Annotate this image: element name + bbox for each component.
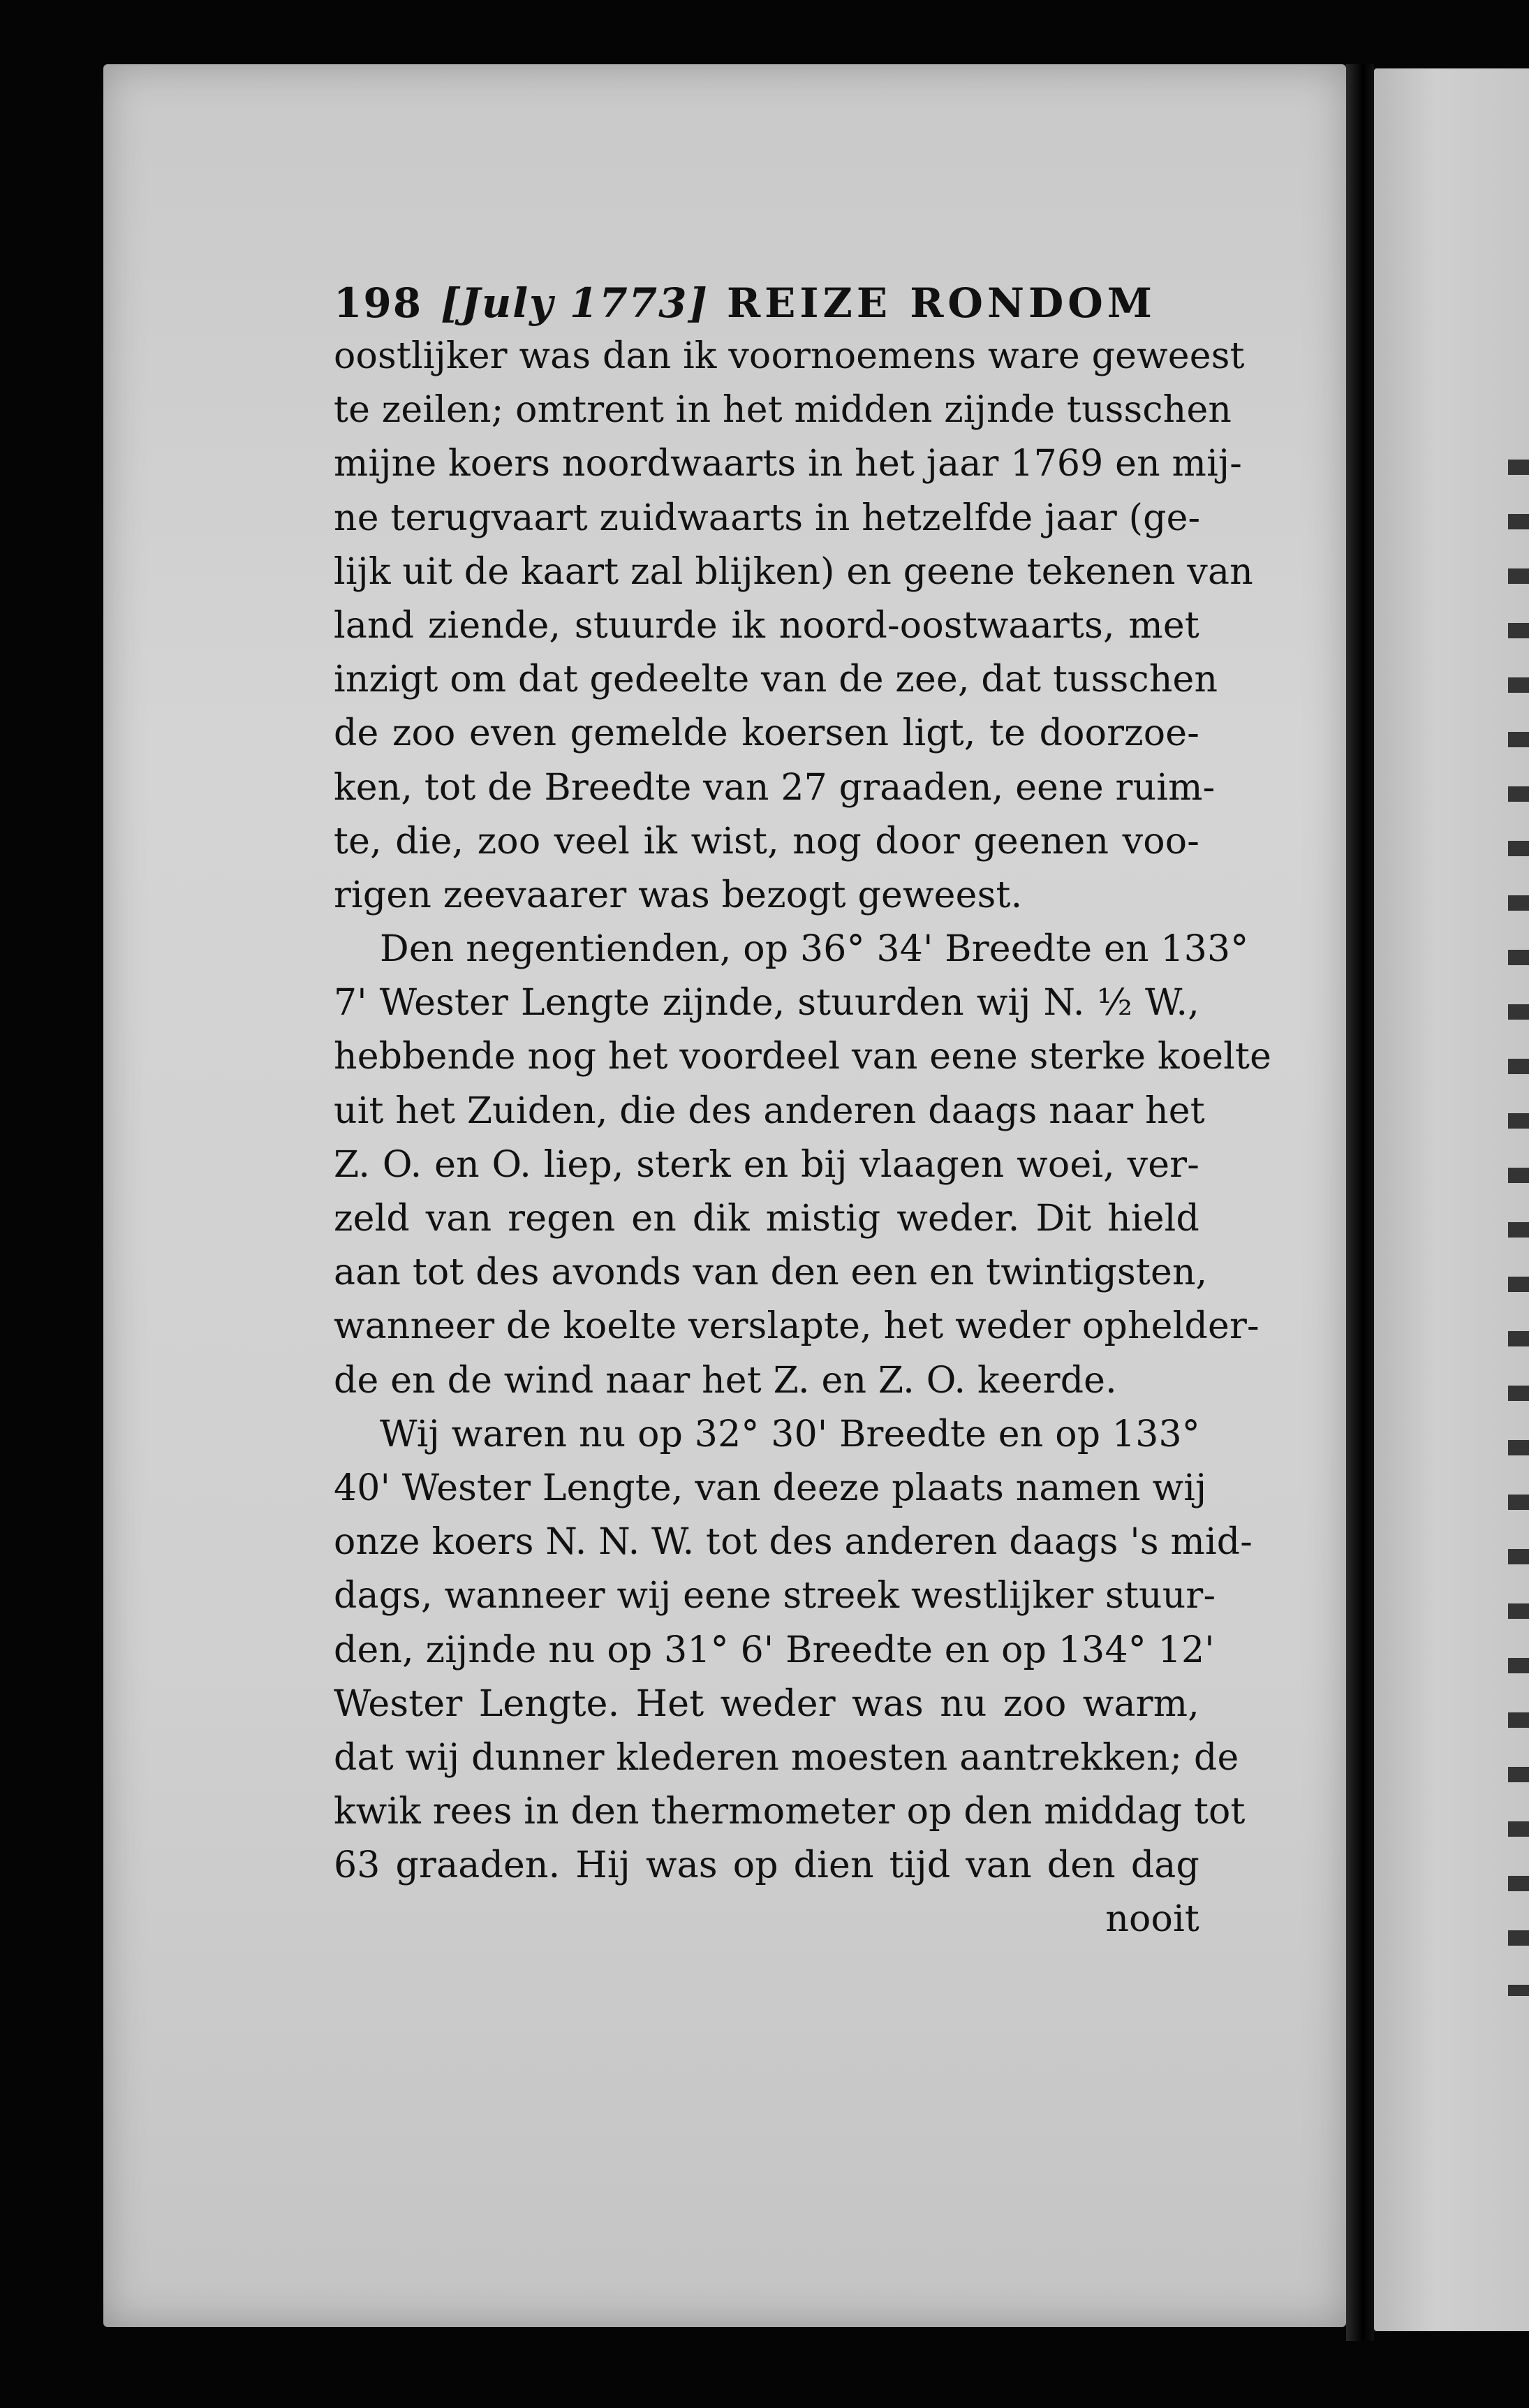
catchword: nooit xyxy=(1105,1898,1199,1941)
text-line: de zoo even gemelde koersen ligt, te doorzoe- xyxy=(334,712,1199,755)
text-line: wanneer de koelte verslapte, het weder ophelder- xyxy=(334,1305,1260,1348)
text-line: inzigt om dat gedeelte van de zee, dat tusschen xyxy=(334,659,1218,701)
running-head-date: [July 1773] xyxy=(441,279,709,327)
text-line: lijk uit de kaart zal blijken) en geene tekenen van xyxy=(334,550,1253,593)
text-line: rigen zeevaarer was bezogt geweest. xyxy=(334,874,1023,916)
running-head-title: REIZE RONDOM xyxy=(726,279,1156,327)
text-line: de en de wind naar het Z. en Z. O. keerde. xyxy=(334,1359,1117,1402)
text-line: dags, wanneer wij eene streek westlijker stuur- xyxy=(334,1575,1216,1617)
running-head xyxy=(334,279,1199,327)
text-line: Z. O. en O. liep, sterk en bij vlaagen woei, ver- xyxy=(334,1143,1199,1186)
text-line: onze koers N. N. W. tot des anderen daags 's mid- xyxy=(334,1521,1253,1564)
text-line: te, die, zoo veel ik wist, nog door geenen voo- xyxy=(334,820,1199,862)
page-text xyxy=(334,279,1272,1947)
text-line: te zeilen; omtrent in het midden zijnde tusschen xyxy=(334,389,1232,432)
facing-page-text-fragments xyxy=(1508,460,1529,1996)
text-line: den, zijnde nu op 31° 6' Breedte en op 134° 12' xyxy=(334,1629,1215,1671)
text-line: 40' Wester Lengte, van deeze plaats namen wij xyxy=(334,1467,1207,1509)
text-line: hebbende nog het voordeel van eene sterke koelte xyxy=(334,1036,1272,1078)
facing-page-edge xyxy=(1374,68,1529,2331)
text-line: oostlijker was dan ik voornoemens ware geweest xyxy=(334,335,1245,377)
page-number: 198 xyxy=(334,279,423,327)
text-line: 63 graaden. Hij was op dien tijd van den dag xyxy=(334,1844,1199,1887)
book-spine-shadow xyxy=(1346,64,1374,2341)
text-line: ne terugvaart zuidwaarts in hetzelfde jaar (ge- xyxy=(334,497,1201,539)
text-line: ken, tot de Breedte van 27 graaden, eene ruim- xyxy=(334,766,1216,809)
text-line: zeld van regen en dik mistig weder. Dit hield xyxy=(334,1198,1199,1240)
text-line: uit het Zuiden, die des anderen daags naar het xyxy=(334,1089,1205,1132)
paragraph-start-line: Wij waren nu op 32° 30' Breedte en op 133° xyxy=(380,1413,1200,1455)
text-line: Wester Lengte. Het weder was nu zoo warm, xyxy=(334,1682,1199,1725)
paragraph-start-line: Den negentienden, op 36° 34' Breedte en 133° xyxy=(380,928,1249,971)
text-line: 7' Wester Lengte zijnde, stuurden wij N. ½ W., xyxy=(334,982,1199,1025)
text-line: mijne koers noordwaarts in het jaar 1769 en mij- xyxy=(334,443,1242,485)
text-line: land ziende, stuurde ik noord-oostwaarts, met xyxy=(334,604,1199,647)
text-line: kwik rees in den thermometer op den middag tot xyxy=(334,1791,1246,1833)
text-line: dat wij dunner klederen moesten aantrekken; de xyxy=(334,1736,1239,1779)
text-line: aan tot des avonds van den een en twintigsten, xyxy=(334,1251,1208,1294)
